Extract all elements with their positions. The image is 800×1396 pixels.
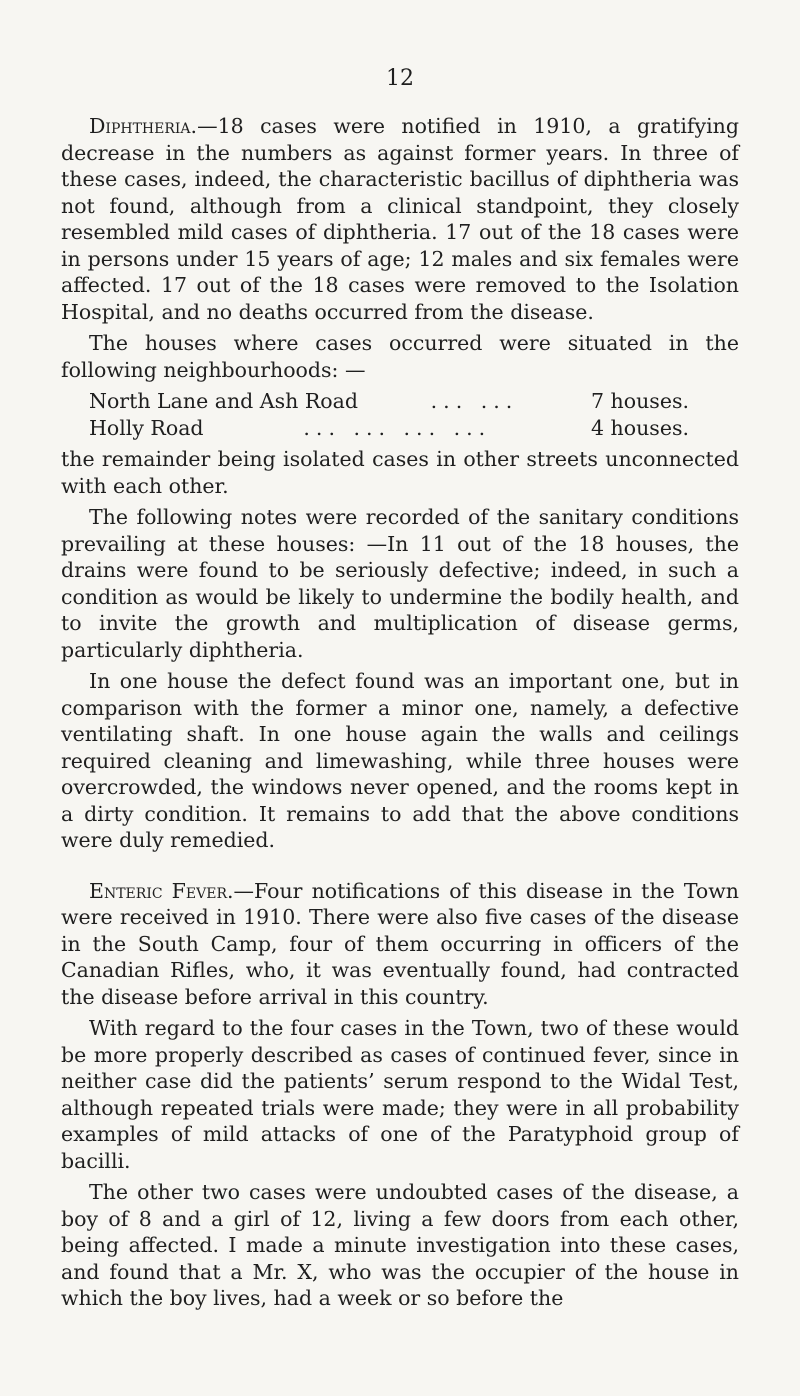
list-item bbox=[89, 415, 689, 442]
house-count: 7 houses. bbox=[591, 389, 689, 413]
page-number: 12 bbox=[386, 66, 414, 91]
neighbourhood-list bbox=[89, 388, 739, 441]
enteric-paragraph-2: With regard to the four cases in the Town, two of these would be more properly described as cases of continued fever, since in neither case did the patients’ serum respond to the Widal Test, although repeated trials were made; they were in all probability examples of mild attacks of one of the Paratyphoid group of bacilli. bbox=[61, 1016, 739, 1173]
diphtheria-paragraph-2: The houses where cases occurred were situated in the following neighbourhoods: — bbox=[61, 331, 739, 382]
diphtheria-heading: Diphtheria. bbox=[89, 114, 198, 138]
list-item bbox=[89, 388, 689, 415]
body-text bbox=[61, 113, 739, 1317]
neighbourhood-name: Holly Road bbox=[89, 415, 204, 440]
section-divider bbox=[61, 859, 739, 878]
diphtheria-paragraph-1-text: —18 cases were notified in 1910, a gratifying decrease in the numbers as against former years. In three of these cases, indeed, the characteristic bacillus of diphtheria was not found, although from a clinical standpoint, they closely resembled mild cases of diphtheria. 17 out of the 18 cases were in persons under 15 years of age; 12 males and six females were affected. 17 out of the 18 cases were removed to the Isolation Hospital, and no deaths occurred from the disease. bbox=[61, 114, 739, 324]
diphtheria-paragraph-1 bbox=[61, 113, 739, 325]
leader-dots: ... ... ... ... bbox=[303, 415, 492, 440]
diphtheria-paragraph-4: The following notes were recorded of the sanitary conditions prevailing at these houses: —In 11 out of the 18 houses, the drains were found to be seriously defective; indeed, in such a condition as would be likely to undermine the bodily health, and to invite the growth and multiplication of disease germs, particularly diphtheria. bbox=[61, 505, 739, 662]
neighbourhood-name: North Lane and Ash Road bbox=[89, 389, 358, 413]
diphtheria-paragraph-3: the remainder being isolated cases in other streets unconnected with each other. bbox=[61, 447, 739, 498]
enteric-paragraph-3: The other two cases were undoubted cases of the disease, a boy of 8 and a girl of 12, living a few doors from each other, being affected. I made a minute investigation into these cases, and found that a Mr. X, who was the occupier of the house in which the boy lives, had a week or so before the bbox=[61, 1180, 739, 1310]
diphtheria-paragraph-5: In one house the defect found was an important one, but in comparison with the former a minor one, namely, a defective ventilating shaft. In one house again the walls and ceilings required cleaning and limewashing, while three houses were overcrowded, the windows never opened, and the rooms kept in a dirty condition. It remains to add that the above conditions were duly remedied. bbox=[61, 669, 739, 852]
enteric-paragraph-1 bbox=[61, 878, 739, 1011]
enteric-fever-heading: Enteric Fever. bbox=[89, 878, 234, 903]
enteric-paragraph-1-text: —Four notifications of this disease in the Town were received in 1910. There were also five cases of the disease in the South Camp, four of them occurring in officers of the Canadian Rifles, who, it was eventually found, had contracted the disease before arrival in this country. bbox=[61, 878, 740, 1009]
leader-dots: ... ... bbox=[430, 389, 519, 413]
house-count: 4 houses. bbox=[591, 415, 689, 440]
